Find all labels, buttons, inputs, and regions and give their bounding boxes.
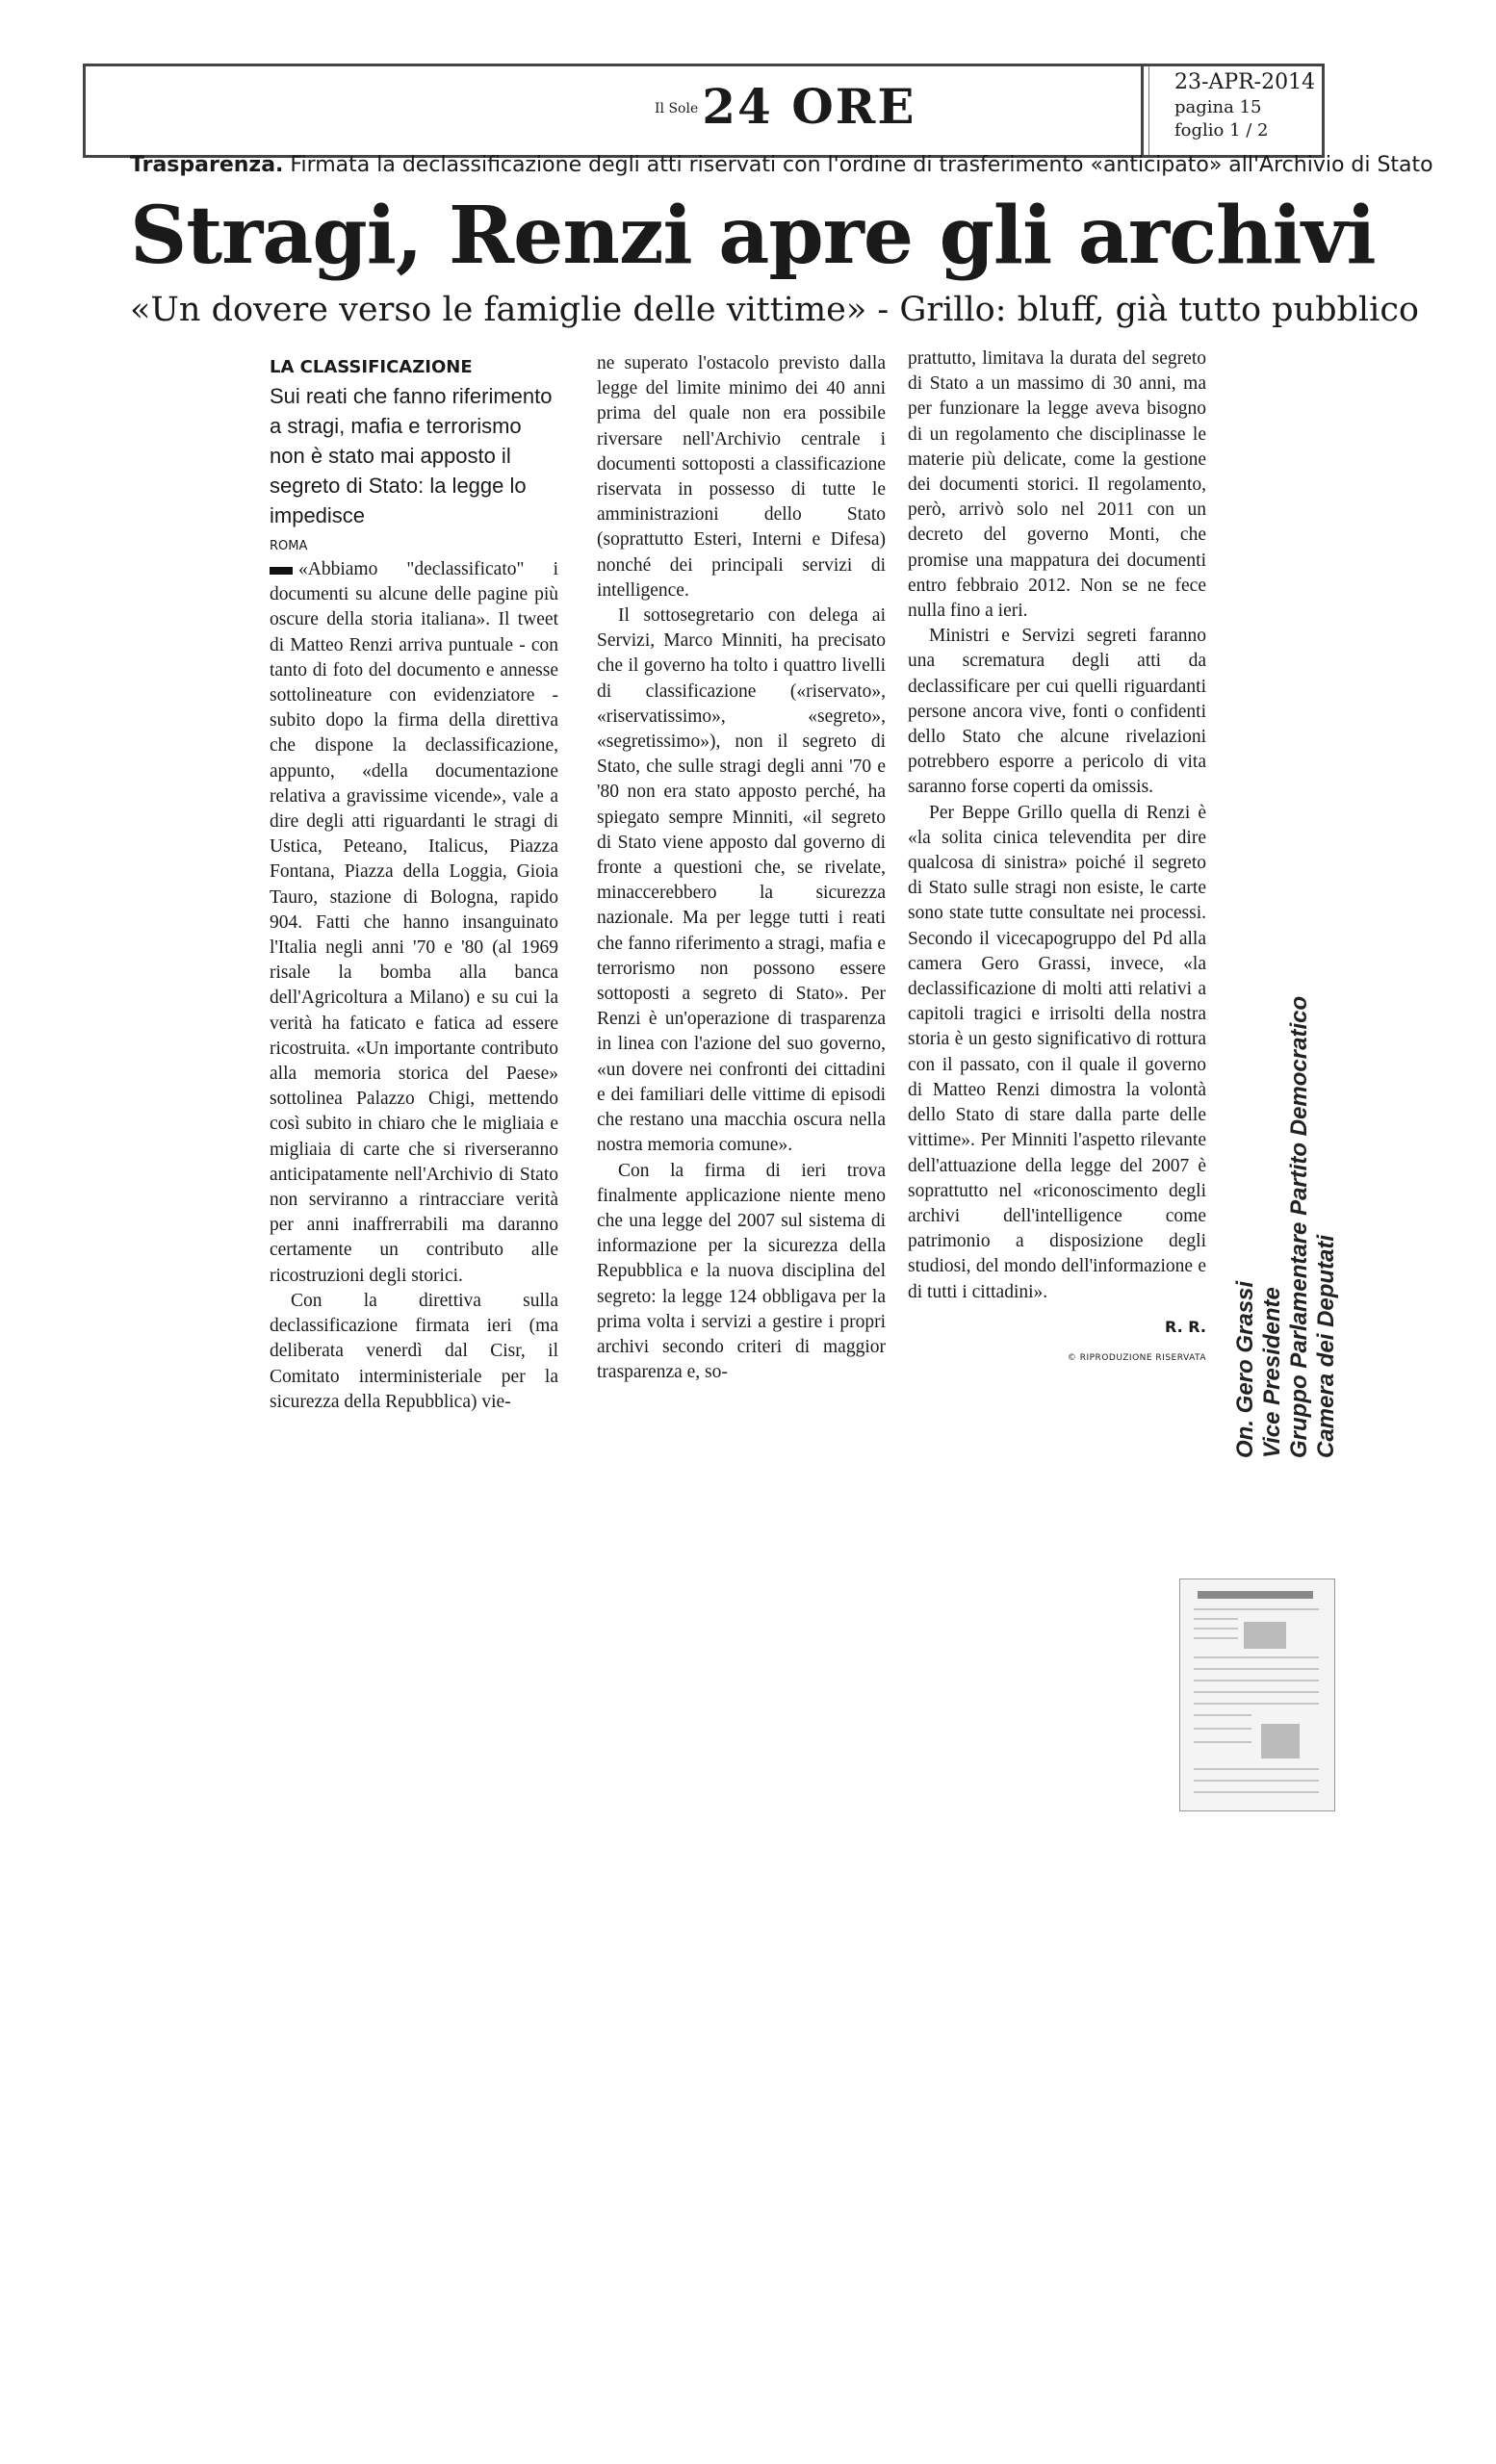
thumbnail-image [1244, 1622, 1286, 1649]
thumbnail-line [1194, 1691, 1319, 1693]
thumbnail-line [1194, 1791, 1319, 1793]
paragraph: Il sottosegretario con delega ai Servizi, Marco Minniti, ha precisato che il governo ha tolto i quattro livelli di classificazione («riservato», «riservatissimo», «segreto», «segretissimo»), non il segreto di Stato, che sulle stragi degli anni '70 e '80 non era stato apposto perché, ha spiegato sempre Minniti, «il segreto di Stato viene apposto dal governo di fronte a questioni che, se rivelate, minaccerebbero la sicurezza nazionale. Ma per legge tutti i reati che fanno riferimento a stragi, mafia e terrorismo non possono essere sottoposti a segreto di Stato». Per Renzi è un'operazione di trasparenza in linea con l'azione del suo governo, «un dovere nei confronti dei cittadini e dei familiari delle vittime di episodi che restano una macchia oscura nella nostra memoria comune». [597, 605, 886, 1156]
masthead-divider-thin [1148, 66, 1149, 155]
newspaper-logo [655, 78, 916, 135]
byline: R. R. [1165, 1317, 1206, 1336]
thumbnail-line [1194, 1668, 1319, 1670]
thumbnail-line [1194, 1628, 1238, 1630]
date-block [1174, 69, 1315, 142]
issue-date: 23-APR-2014 [1174, 70, 1316, 94]
paragraph: Con la direttiva sulla declassificazione firmata ieri (ma deliberata venerdì dal Cisr, il Comitato interministeriale per la sicurezza della Repubblica) vie- [270, 1290, 558, 1412]
paragraph: prattutto, limitava la durata del segreto di Stato a un massimo di 30 anni, ma per funzionare la legge aveva bisogno di un regolamento che disciplinasse le materie più delicate, come la gestione dei documenti storici. Il regolamento, però, arrivò solo nel 2011 con un decreto del governo Monti, che promise una mappatura dei documenti entro febbraio 2012. Non se ne fece nulla fino a ieri. [908, 348, 1206, 622]
paragraph: Con la firma di ieri trova finalmente applicazione niente meno che una legge del 2007 sul sistema di informazione per la sicurezza della Repubblica e la nuova disciplina del segreto: la legge 124 obbligava per la prima volta i servizi a gestire i propri archivi secondo criteri di maggior trasparenza e, so- [597, 1160, 886, 1383]
paragraph: Per Beppe Grillo quella di Renzi è «la solita cinica televendita per dire qualcosa di sinistra» poiché il segreto di Stato sulle stragi non esiste, le carte sono state tutte consultate nei processi. Secondo il vicecapogruppo del Pd alla camera Gero Grassi, invece, «la declassificazione di molti atti relativi a capitoli tragici e irrisolti della nostra storia è un gesto significativo di rottura con il passato, con il quale il governo di Matteo Renzi dimostra la volontà dello Stato di stare dalla parte delle vittime». Per Minniti l'aspetto rilevante dell'attuazione della legge del 2007 è soprattutto nel «riconoscimento degli archivi dell'intelligence come patrimonio a disposizione degli studiosi, del mondo dell'informazione e di tutti i cittadini». [908, 802, 1206, 1302]
thumbnail-line [1194, 1680, 1319, 1681]
thumbnail-line [1194, 1637, 1238, 1639]
thumbnail-line [1194, 1741, 1251, 1743]
article-column-2 [597, 351, 886, 1385]
thumbnail-image [1261, 1724, 1300, 1758]
sidebar-title: LA CLASSIFICAZIONE [270, 357, 473, 377]
thumbnail-line [1194, 1618, 1238, 1620]
headline: Stragi, Renzi apre gli archivi [130, 190, 1376, 282]
rights-notice: © RIPRODUZIONE RISERVATA [1067, 1352, 1206, 1363]
paragraph: Ministri e Servizi segreti faranno una scrematura degli atti da declassificare per cui quelli riguardanti persone ancora vive, fonti o confidenti dello Stato che alcune rivelazioni potrebbero esporre a pericolo di vita saranno forse coperti da omissis. [908, 626, 1206, 798]
paragraph [270, 557, 558, 1289]
paragraph-text: «Abbiamo "declassificato" i documenti su alcune delle pagine più oscure della storia italiana». Il tweet di Matteo Renzi arriva puntuale - con tanto di foto del documento e annesse sottolineature con evidenziatore - subito dopo la firma della direttiva che dispone la declassificazione, appunto, «della documentazione relativa a gravissime vicende», vale a dire degli atti riguardanti le stragi di Ustica, Peteano, Italicus, Piazza Fontana, Piazza della Loggia, Gioia Tauro, stazione di Bologna, rapido 904. Fatti che hanno insanguinato l'Italia negli anni '70 e '80 (al 1969 risale la bomba alla banca dell'Agricoltura a Milano) e su cui la verità ha faticato e fatica ad essere ricostruita. «Un importante contributo alla memoria storica del Paese» sottolinea Palazzo Chigi, mettendo così subito in chiaro che le migliaia e migliaia di carte che si riverseranno anticipatamente nell'Archivio di Stato non serviranno a rintracciare verità per anni inaffrerrabili ma daranno certamente un contributo alle ricostruzioni degli storici. [270, 559, 558, 1286]
thumbnail-headline-bar [1198, 1591, 1313, 1599]
logo-big-text: 24 ORE [702, 78, 916, 135]
page-thumbnail [1179, 1578, 1335, 1811]
dateline: ROMA [270, 539, 308, 553]
thumbnail-line [1194, 1703, 1319, 1705]
stamp-line: Gruppo Parlamentare Partito Democratico [1286, 995, 1312, 1458]
paragraph: ne superato l'ostacolo previsto dalla legge del limite minimo dei 40 anni prima del quale non era possibile riversare nell'Archivio centrale i documenti sottoposti a classificazione riservata in possesso di tutte le amministrazioni dello Stato (soprattutto Esteri, Interni e Difesa) nonché dei principali servizi di intelligence. [597, 353, 886, 601]
office-stamp [1232, 996, 1340, 1458]
kicker-label: Trasparenza. [130, 153, 284, 177]
stamp-line: Vice Presidente [1259, 1287, 1285, 1458]
thumbnail-line [1194, 1714, 1251, 1716]
sheet-number: foglio 1 / 2 [1174, 120, 1269, 141]
thumbnail-line [1194, 1656, 1319, 1658]
logo-small-text: Il Sole [655, 101, 699, 116]
masthead-divider [1141, 66, 1144, 155]
thumbnail-line [1194, 1780, 1319, 1782]
subheadline: «Un dovere verso le famiglie delle vittime» - Grillo: bluff, già tutto pubblico [130, 291, 1419, 329]
lead-square-icon [270, 567, 293, 575]
stamp-line: On. Gero Grassi [1232, 1280, 1258, 1458]
article-column-1 [270, 356, 558, 1415]
page-number: pagina 15 [1174, 97, 1262, 117]
sidebar-text: Sui reati che fanno riferimento a stragi, mafia e terrorismo non è stato mai apposto il segreto di Stato: la legge lo impedisce [270, 384, 553, 527]
thumbnail-line [1194, 1768, 1319, 1770]
kicker [130, 153, 1433, 177]
article-column-3 [908, 346, 1206, 1371]
thumbnail-line [1194, 1608, 1319, 1610]
thumbnail-line [1194, 1728, 1251, 1730]
kicker-text: Firmata la declassificazione degli atti riservati con l'ordine di trasferimento «anticipato» all'Archivio di Stato [290, 153, 1433, 177]
stamp-line: Camera dei Deputati [1313, 1234, 1339, 1458]
